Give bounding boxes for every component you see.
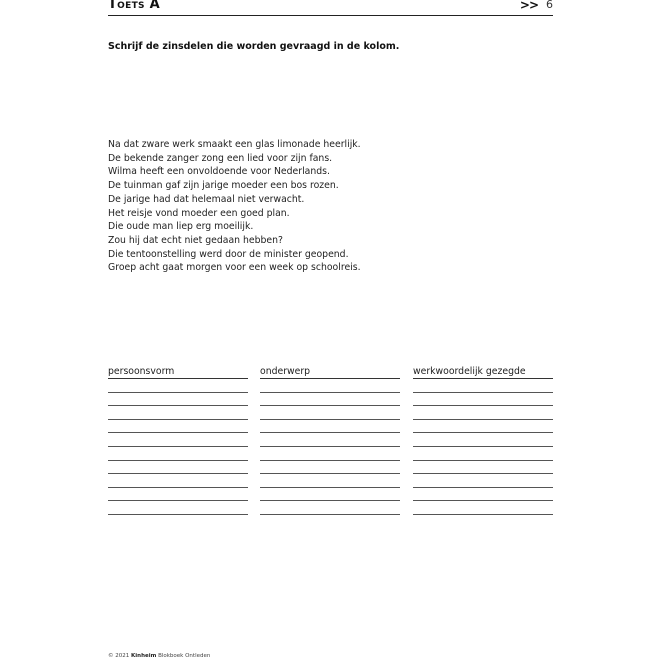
copyright-text: © 2021 (108, 653, 130, 659)
answer-line[interactable] (260, 501, 400, 515)
column-header: werkwoordelijk gezegde (413, 366, 526, 377)
answer-line[interactable] (260, 379, 400, 393)
answer-line[interactable] (260, 393, 400, 407)
column-werkwoordelijk-gezegde (413, 366, 553, 515)
answer-line[interactable] (413, 501, 553, 515)
answer-line[interactable] (108, 406, 248, 420)
sentence: De tuinman gaf zijn jarige moeder een bos rozen. (108, 180, 339, 192)
sentence: Het reisje vond moeder een goed plan. (108, 207, 290, 219)
answer-line[interactable] (260, 447, 400, 461)
brand-name: Kinheim (131, 653, 157, 659)
header-right (520, 0, 553, 12)
answer-line[interactable] (413, 447, 553, 461)
answer-line[interactable] (260, 488, 400, 502)
answer-line[interactable] (260, 420, 400, 434)
sentence: Groep acht gaat morgen voor een week op schoolreis. (108, 262, 361, 274)
sentence: Die oude man liep erg moeilijk. (108, 221, 254, 233)
answer-line[interactable] (260, 461, 400, 475)
answer-line[interactable] (108, 393, 248, 407)
answer-line[interactable] (108, 420, 248, 434)
answer-line[interactable] (413, 393, 553, 407)
answer-line[interactable] (413, 379, 553, 393)
answer-line[interactable] (108, 379, 248, 393)
answer-line[interactable] (108, 447, 248, 461)
answer-line[interactable] (108, 433, 248, 447)
answer-line[interactable] (413, 474, 553, 488)
sentence-list (108, 138, 361, 275)
answer-line[interactable] (260, 433, 400, 447)
double-arrow-icon: >> (519, 0, 538, 12)
test-title: Toets A (108, 0, 160, 12)
column-persoonsvorm (108, 366, 248, 515)
answer-line[interactable] (413, 406, 553, 420)
sentence: Na dat zware werk smaakt een glas limonade heerlijk. (108, 139, 361, 150)
page-footer (108, 653, 210, 659)
answer-line[interactable] (260, 406, 400, 420)
sentence: De jarige had dat helemaal niet verwacht. (108, 193, 305, 205)
answer-line[interactable] (108, 474, 248, 488)
answer-line[interactable] (108, 488, 248, 502)
answer-line[interactable] (260, 474, 400, 488)
answer-line[interactable] (108, 501, 248, 515)
page-number: 6 (546, 0, 553, 11)
column-header: persoonsvorm (108, 366, 175, 377)
sentence: De bekende zanger zong een lied voor zijn fans. (108, 152, 333, 164)
page-header (108, 0, 553, 16)
sentence: Die tentoonstelling werd door de minister geopend. (108, 248, 349, 260)
answer-line[interactable] (108, 461, 248, 475)
sentence: Wilma heeft een onvoldoende voor Nederlands. (108, 166, 330, 178)
answer-line[interactable] (413, 433, 553, 447)
product-name: Blokboek Ontleden (158, 653, 211, 659)
sentence: Zou hij dat echt niet gedaan hebben? (108, 234, 283, 246)
answer-line[interactable] (413, 420, 553, 434)
column-header: onderwerp (260, 366, 311, 377)
instruction-text: Schrijf de zinsdelen die worden gevraagd in de kolom. (108, 41, 400, 52)
answer-line[interactable] (413, 488, 553, 502)
column-onderwerp (260, 366, 400, 515)
answer-line[interactable] (413, 461, 553, 475)
